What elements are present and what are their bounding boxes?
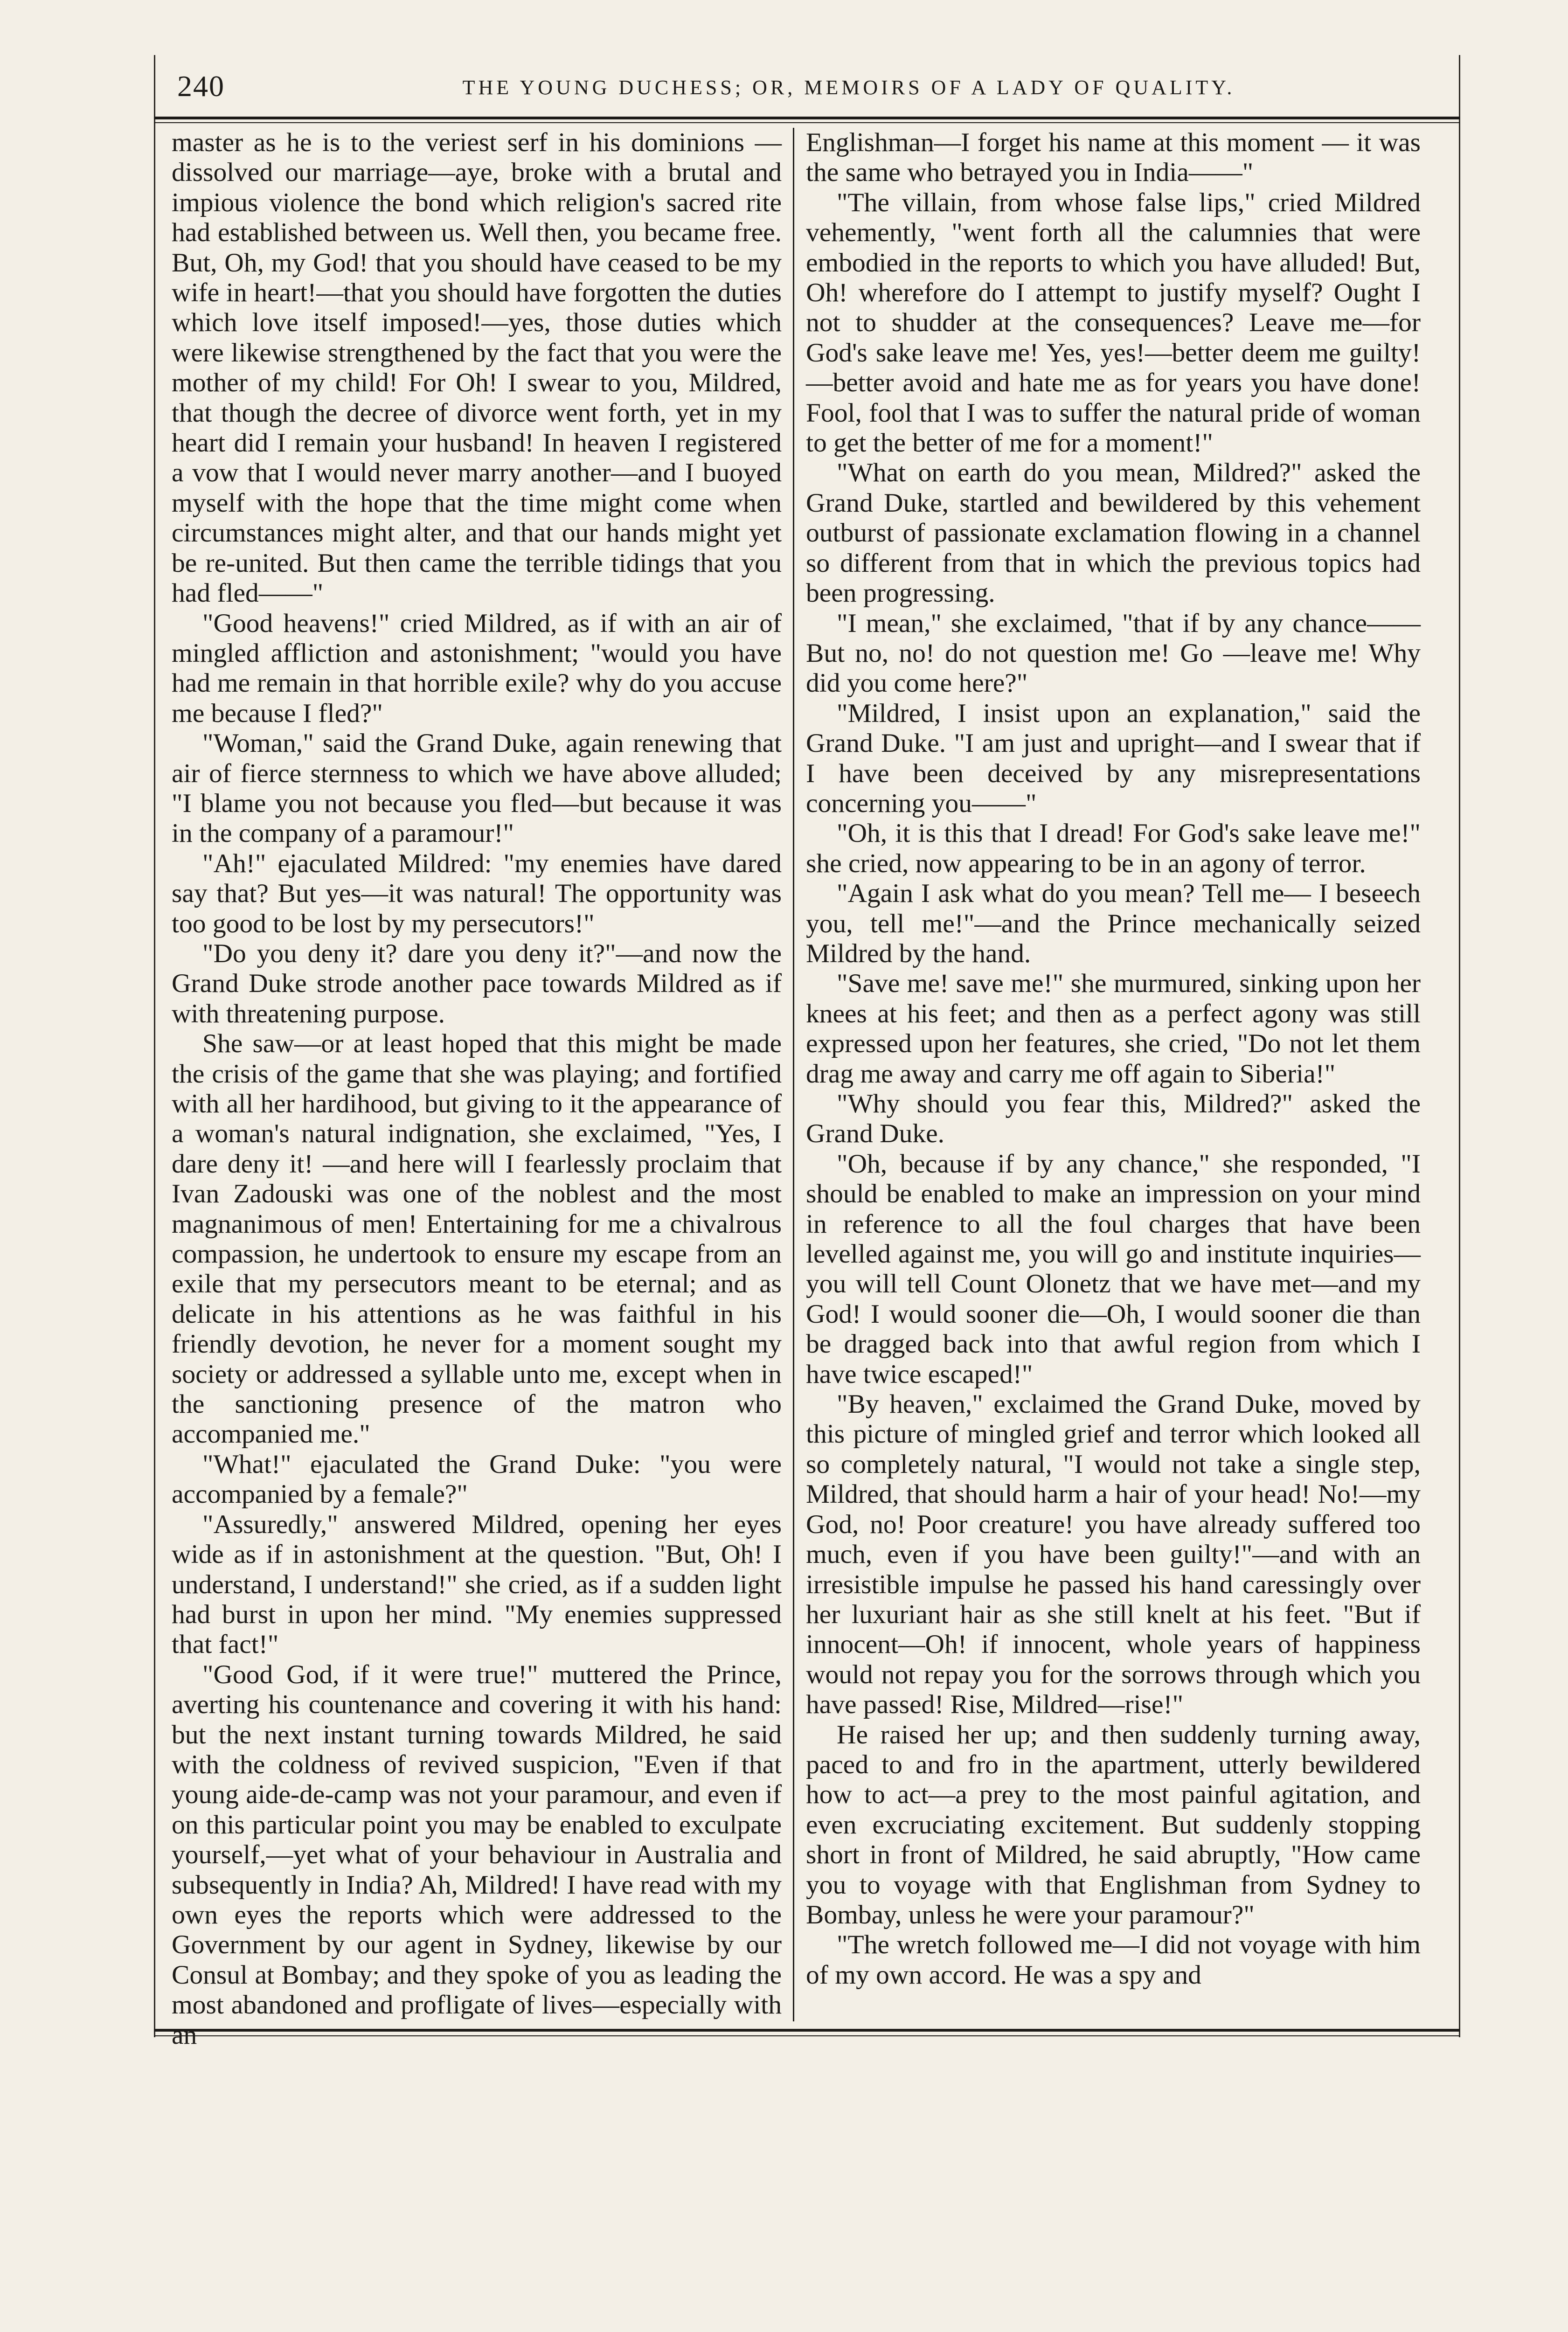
- paragraph: "Good God, if it were true!" muttered the Prince, averting his countenance and covering it with his hand: but the next instant turning towards Mildred, he said with the coldness of revived suspicion, "Even if that young aide-de-camp was not your paramour, and even if on this particular point you may be enabled to exculpate yourself,—yet what of your behaviour in Australia and subsequently in India? Ah, Mildred! I have read with my own eyes the reports which were addressed to the Government by our agent in Sydney, likewise by our Consul at Bombay; and they spoke of you as leading the most abandoned and profligate of lives—especially with an: [172, 1659, 782, 2050]
- paragraph: "By heaven," exclaimed the Grand Duke, moved by this picture of mingled grief and terror which looked all so completely natural, "I would not take a single step, Mildred, that should harm a hair of your head! No!—my God, no! Poor creature! you have already suffered too much, even if you have been guilty!"—and with an irresistible impulse he passed his hand caressingly over her luxuriant hair as she still knelt at his feet. "But if innocent—Oh! if innocent, whole years of happiness would not repay you for the sorrows through which you have passed! Rise, Mildred—rise!": [806, 1389, 1421, 1720]
- paragraph: "Save me! save me!" she murmured, sinking upon her knees at his feet; and then as a perfect agony was still expressed upon her features, she cried, "Do not let them drag me away and carry me off again to Siberia!": [806, 969, 1421, 1089]
- paragraph: "Ah!" ejaculated Mildred: "my enemies have dared say that? But yes—it was natural! The opportunity was too good to be lost by my persecutors!": [172, 848, 782, 938]
- right-text-column: [806, 128, 1421, 2017]
- left-border-rule: [154, 55, 155, 2037]
- paragraph: "Again I ask what do you mean? Tell me— I beseech you, tell me!"—and the Prince mechanically seized Mildred by the hand.: [806, 879, 1421, 968]
- footer-rule: [154, 2029, 1460, 2032]
- paragraph: "Assuredly," answered Mildred, opening her eyes wide as if in astonishment at the question. "But, Oh! I understand, I understand!" she cried, as if a sudden light had burst in upon her mind. "My enemies suppressed that fact!": [172, 1509, 782, 1659]
- page-header: [168, 55, 1460, 116]
- paragraph: "Oh, because if by any chance," she responded, "I should be enabled to make an impression on your mind in reference to all the foul charges that have been levelled against me, you will go and institute inquiries—you will tell Count Olonetz that we have met—and my God! I would sooner die—Oh, I would sooner die than be dragged back into that awful region from which I have twice escaped!": [806, 1149, 1421, 1389]
- paragraph: He raised her up; and then suddenly turning away, paced to and fro in the apartment, utterly bewildered how to act—a prey to the most painful agitation, and even excruciating excitement. But suddenly stopping short in front of Mildred, he said abruptly, "How came you to voyage with that Englishman from Sydney to Bombay, unless he were your paramour?": [806, 1720, 1421, 1929]
- paragraph: "Oh, it is this that I dread! For God's sake leave me!" she cried, now appearing to be in an agony of terror.: [806, 819, 1421, 878]
- paragraph: "Good heavens!" cried Mildred, as if with an air of mingled affliction and astonishment; "would you have had me remain in that horrible exile? why do you accuse me because I fled?": [172, 608, 782, 728]
- header-rule: [154, 117, 1460, 119]
- left-text-column: [172, 128, 782, 2050]
- paragraph: "What on earth do you mean, Mildred?" asked the Grand Duke, startled and bewildered by this vehement outburst of passionate exclamation flowing in a channel so different from that in which the previous topics had been progressing.: [806, 458, 1421, 608]
- paragraph: "I mean," she exclaimed, "that if by any chance——But no, no! do not question me! Go —leave me! Why did you come here?": [806, 608, 1421, 698]
- column-divider: [793, 128, 794, 2021]
- paragraph: "What!" ejaculated the Grand Duke: "you were accompanied by a female?": [172, 1449, 782, 1509]
- paragraph: "The wretch followed me—I did not voyage with him of my own accord. He was a spy and: [806, 1930, 1421, 1990]
- paragraph: "Mildred, I insist upon an explanation," said the Grand Duke. "I am just and upright—and I swear that if I have been deceived by any misrepresentations concerning you——": [806, 698, 1421, 818]
- paragraph: "The villain, from whose false lips," cried Mildred vehemently, "went forth all the calumnies that were embodied in the reports to which you have alluded! But, Oh! wherefore do I attempt to justify myself? Ought I not to shudder at the consequences? Leave me—for God's sake leave me! Yes, yes!—better deem me guilty!—better avoid and hate me as for years you have done! Fool, fool that I was to suffer the natural pride of woman to get the better of me for a moment!": [806, 187, 1421, 458]
- paragraph: "Woman," said the Grand Duke, again renewing that air of fierce sternness to which we have above alluded; "I blame you not because you fled—but because it was in the company of a paramour!": [172, 729, 782, 848]
- page-number: 240: [177, 69, 225, 103]
- header-rule-thin: [154, 122, 1460, 123]
- paragraph: Englishman—I forget his name at this moment — it was the same who betrayed you in India——": [806, 128, 1421, 187]
- paragraph: She saw—or at least hoped that this might be made the crisis of the game that she was playing; and fortified with all her hardihood, but giving to it the appearance of a woman's natural indignation, she exclaimed, "Yes, I dare deny it! —and here will I fearlessly proclaim that Ivan Zadouski was one of the noblest and the most magnanimous of men! Entertaining for me a chivalrous compassion, he undertook to ensure my escape from an exile that my persecutors meant to be eternal; and as delicate in his attentions as he was faithful in his friendly devotion, he never for a moment sought my society or addressed a syllable unto me, except when in the sanctioning presence of the matron who accompanied me.": [172, 1029, 782, 1449]
- paragraph: master as he is to the veriest serf in his dominions —dissolved our marriage—aye, broke with a brutal and impious violence the bond which religion's sacred rite had established between us. Well then, you became free. But, Oh, my God! that you should have ceased to be my wife in heart!—that you should have forgotten the duties which love itself imposed!—yes, those duties which were likewise strengthened by the fact that you were the mother of my child! For Oh! I swear to you, Mildred, that though the decree of divorce went forth, yet in my heart did I remain your husband! In heaven I registered a vow that I would never marry another—and I buoyed myself with the hope that the time might come when circumstances might alter, and that our hands might yet be re-united. But then came the terrible tidings that you had fled——": [172, 128, 782, 608]
- footer-rule-thin: [154, 2035, 1460, 2036]
- right-border-rule: [1459, 55, 1460, 2037]
- paragraph: "Do you deny it? dare you deny it?"—and now the Grand Duke strode another pace towards Mildred as if with threatening purpose.: [172, 938, 782, 1028]
- running-title: THE YOUNG DUCHESS; OR, MEMOIRS OF A LADY OF QUALITY.: [462, 76, 1235, 99]
- paragraph: "Why should you fear this, Mildred?" asked the Grand Duke.: [806, 1089, 1421, 1149]
